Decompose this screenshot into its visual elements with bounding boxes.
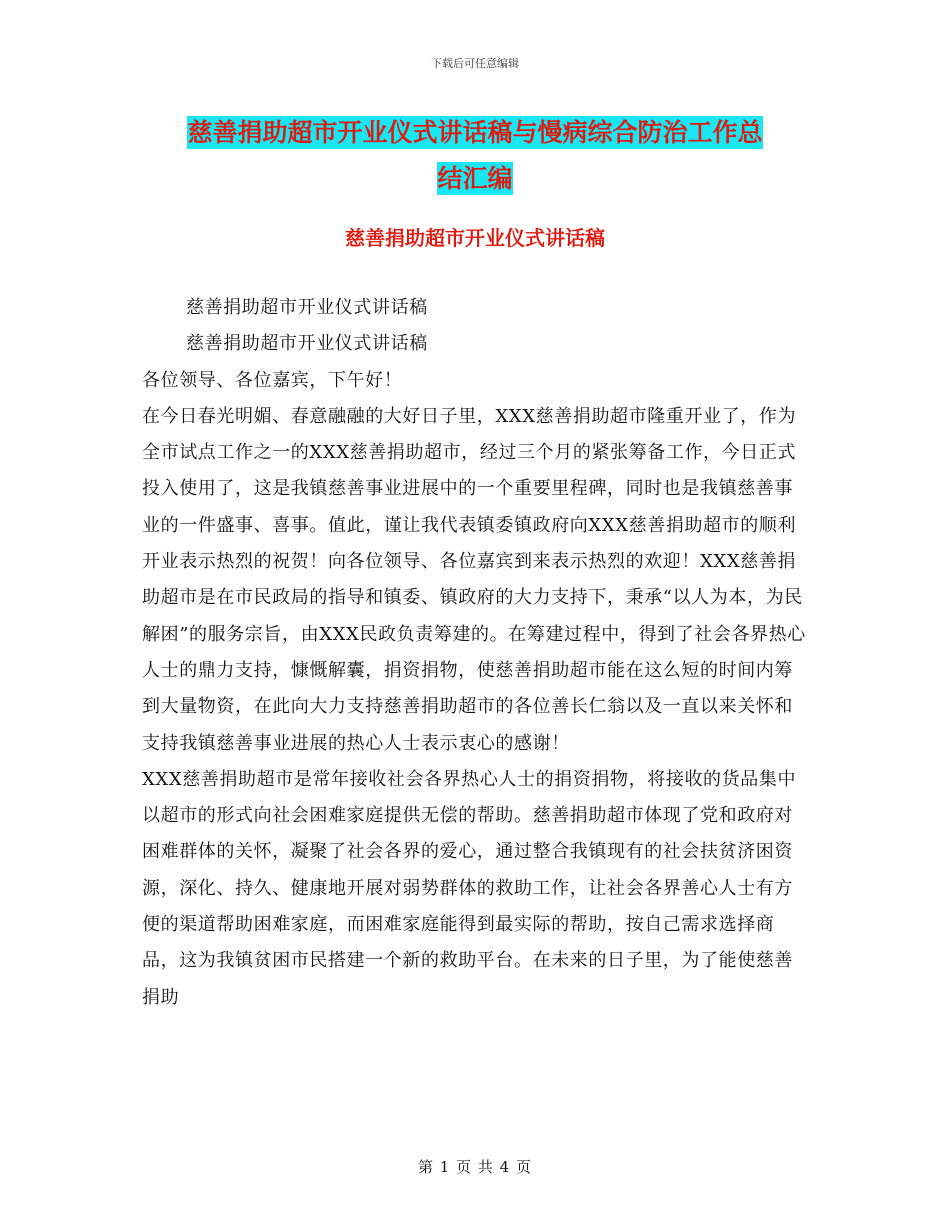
page-footer: 第 1 页 共 4 页 [418, 1158, 532, 1176]
paragraph-greeting: 各位领导、各位嘉宾，下午好！ [142, 369, 403, 391]
section-title: 慈善捐助超市开业仪式讲话稿 [345, 226, 605, 250]
document-title-line-2: 结汇编 [437, 164, 513, 193]
paragraph-body-2: XXX慈善捐助超市是常年接收社会各界热心人士的捐资捐物，将接收的货品集中以超市的形式向社会困难家庭提供无偿的帮助。慈善捐助超市体现了党和政府对困难群体的关怀，凝聚了社会各界的爱心，通过整合我镇现有的社会扶贫济困资源，深化、持久、健康地开展对弱势群体的救助工作，让社会各界善心人士有方便的渠道帮助困难家庭，而困难家庭能得到最实际的帮助，按自己需求选择商品，这为我镇贫困市民搭建一个新的救助平台。在未来的日子里，为了能使慈善捐助 [142, 768, 797, 1008]
paragraph-subtitle-1: 慈善捐助超市开业仪式讲话稿 [186, 297, 428, 318]
header-note: 下载后可任意编辑 [431, 57, 519, 70]
document-title [142, 110, 808, 202]
document-title-line-1: 慈善捐助超市开业仪式讲话稿与慢病综合防治工作总 [187, 118, 763, 147]
paragraph-body-1: 在今日春光明媚、春意融融的大好日子里，XXX慈善捐助超市隆重开业了，作为全市试点工作之一的XXX慈善捐助超市，经过三个月的紧张筹备工作，今日正式投入使用了，这是我镇慈善事业进展中的一个重要里程碑，同时也是我镇慈善事业的一件盛事、喜事。值此，谨让我代表镇委镇政府向XXX慈善捐助超市的顺利开业表示热烈的祝贺！向各位领导、各位嘉宾到来表示热烈的欢迎！XXX慈善捐助超市是在市民政局的指导和镇委、镇政府的大力支持下，秉承“以人为本，为民解困”的服务宗旨，由XXX民政负责筹建的。在筹建过程中，得到了社会各界热心人士的鼎力支持，慷慨解囊，捐资捐物，使慈善捐助超市能在这么短的时间内筹到大量物资，在此向大力支持慈善捐助超市的各位善长仁翁以及一直以来关怀和支持我镇慈善事业进展的热心人士表示衷心的感谢！ [142, 405, 806, 754]
body-text [142, 290, 808, 1016]
paragraph-subtitle-2: 慈善捐助超市开业仪式讲话稿 [186, 333, 428, 355]
